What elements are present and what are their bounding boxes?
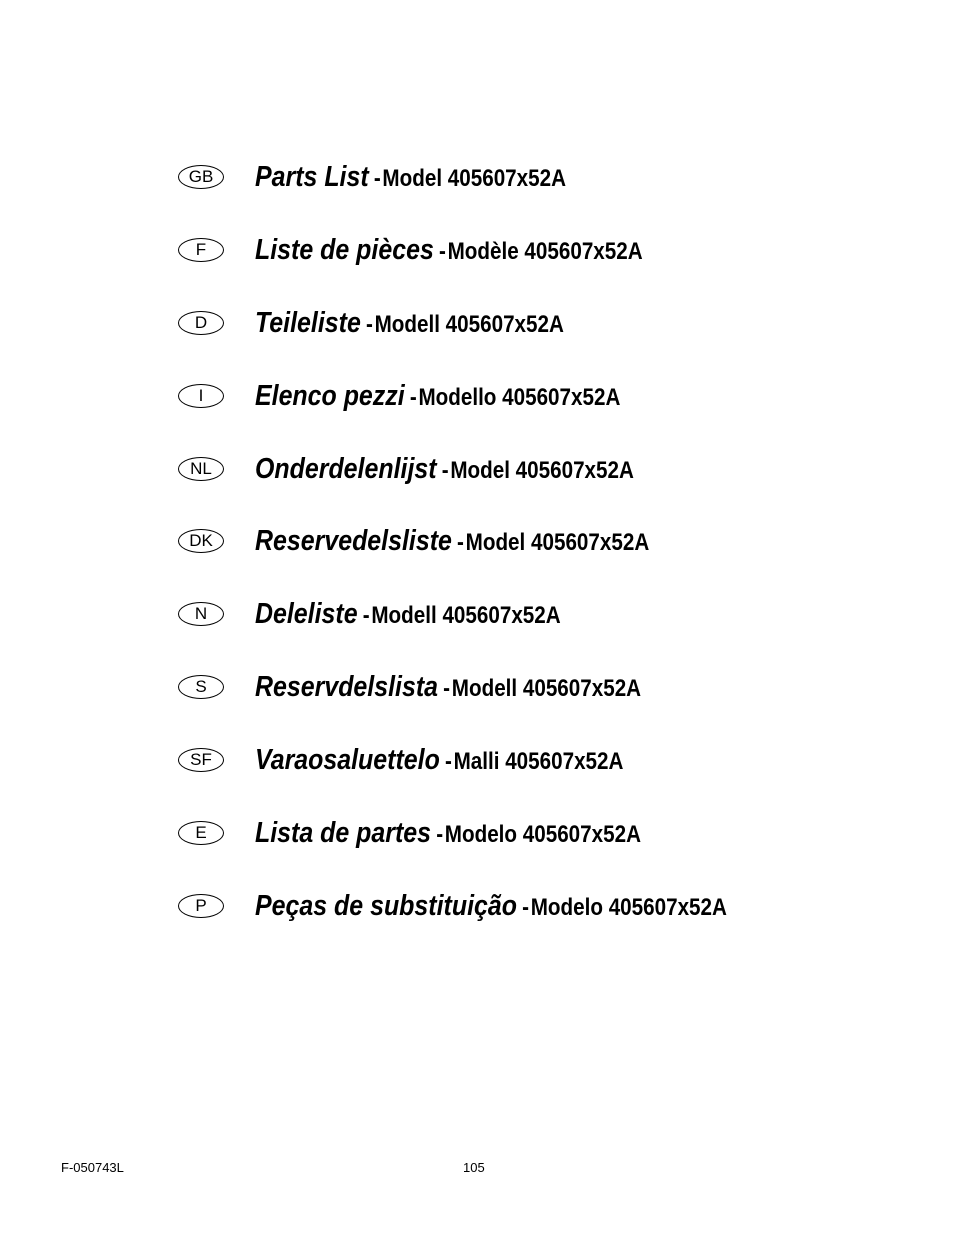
- entry-s: [178, 667, 918, 707]
- entry-title-line: [255, 813, 641, 858]
- entry-gb: [178, 157, 918, 197]
- entry-title: Reservdelslista: [255, 671, 439, 703]
- entry-separator: -: [436, 821, 444, 848]
- document-code: F-050743L: [61, 1160, 124, 1175]
- language-badge: E: [178, 821, 224, 845]
- entry-title: Varaosaluettelo: [255, 744, 440, 776]
- language-badge: SF: [178, 748, 224, 772]
- entry-title-line: [255, 303, 564, 348]
- entry-title: Peças de substituição: [255, 890, 517, 922]
- entry-title-line: [255, 157, 566, 202]
- entry-title-line: [255, 667, 641, 712]
- entry-f: [178, 230, 918, 270]
- language-badge: N: [178, 602, 224, 626]
- language-badge: GB: [178, 165, 224, 189]
- entry-model: Modell 405607x52A: [451, 675, 642, 702]
- entry-separator: -: [457, 529, 464, 556]
- entry-separator: -: [443, 675, 451, 702]
- entry-i: [178, 376, 918, 416]
- entry-title-line: [255, 376, 620, 421]
- entry-separator: -: [444, 748, 452, 775]
- page-number: 105: [463, 1160, 485, 1175]
- entry-title-line: [255, 521, 649, 566]
- language-badge: F: [178, 238, 224, 262]
- entry-model: Modello 405607x52A: [418, 384, 621, 411]
- entry-title: Lista de partes: [255, 817, 432, 849]
- language-badge: I: [178, 384, 224, 408]
- entry-title: Elenco pezzi: [255, 380, 405, 412]
- entry-dk: [178, 521, 918, 561]
- entry-title: Parts List: [255, 161, 369, 193]
- entry-model: Model 405607x52A: [450, 457, 634, 484]
- entry-separator: -: [441, 457, 449, 484]
- entry-model: Model 405607x52A: [382, 165, 567, 192]
- entry-d: [178, 303, 918, 343]
- entry-nl: [178, 449, 918, 489]
- entry-separator: -: [362, 602, 370, 629]
- entry-title: Deleliste: [255, 598, 358, 630]
- entry-title: Teileliste: [255, 307, 361, 339]
- language-badge: D: [178, 311, 224, 335]
- entry-sf: [178, 740, 918, 780]
- entry-title: Onderdelenlijst: [255, 453, 437, 485]
- entry-title: Reservedelsliste: [255, 525, 452, 557]
- entry-separator: -: [522, 894, 530, 921]
- entry-title-line: [255, 449, 634, 494]
- language-badge: NL: [178, 457, 224, 481]
- entry-model: Model 405607x52A: [465, 529, 650, 556]
- entry-p: [178, 886, 918, 926]
- language-badge: DK: [178, 529, 224, 553]
- language-badge: S: [178, 675, 224, 699]
- entry-model: Modell 405607x52A: [374, 311, 564, 338]
- entry-separator: -: [365, 311, 373, 338]
- entry-title-line: [255, 230, 643, 275]
- entry-title-line: [255, 594, 561, 639]
- language-badge: P: [178, 894, 224, 918]
- entry-model: Malli 405607x52A: [453, 748, 624, 775]
- entry-model: Modell 405607x52A: [371, 602, 561, 629]
- entry-model: Modèle 405607x52A: [447, 238, 643, 265]
- entry-separator: -: [373, 165, 381, 192]
- entry-separator: -: [409, 384, 417, 411]
- entry-model: Modelo 405607x52A: [530, 894, 727, 921]
- entry-title: Liste de pièces: [255, 234, 434, 266]
- entry-separator: -: [438, 238, 446, 265]
- entry-n: [178, 594, 918, 634]
- entry-model: Modelo 405607x52A: [444, 821, 641, 848]
- entry-e: [178, 813, 918, 853]
- entry-title-line: [255, 886, 727, 931]
- entry-title-line: [255, 740, 623, 785]
